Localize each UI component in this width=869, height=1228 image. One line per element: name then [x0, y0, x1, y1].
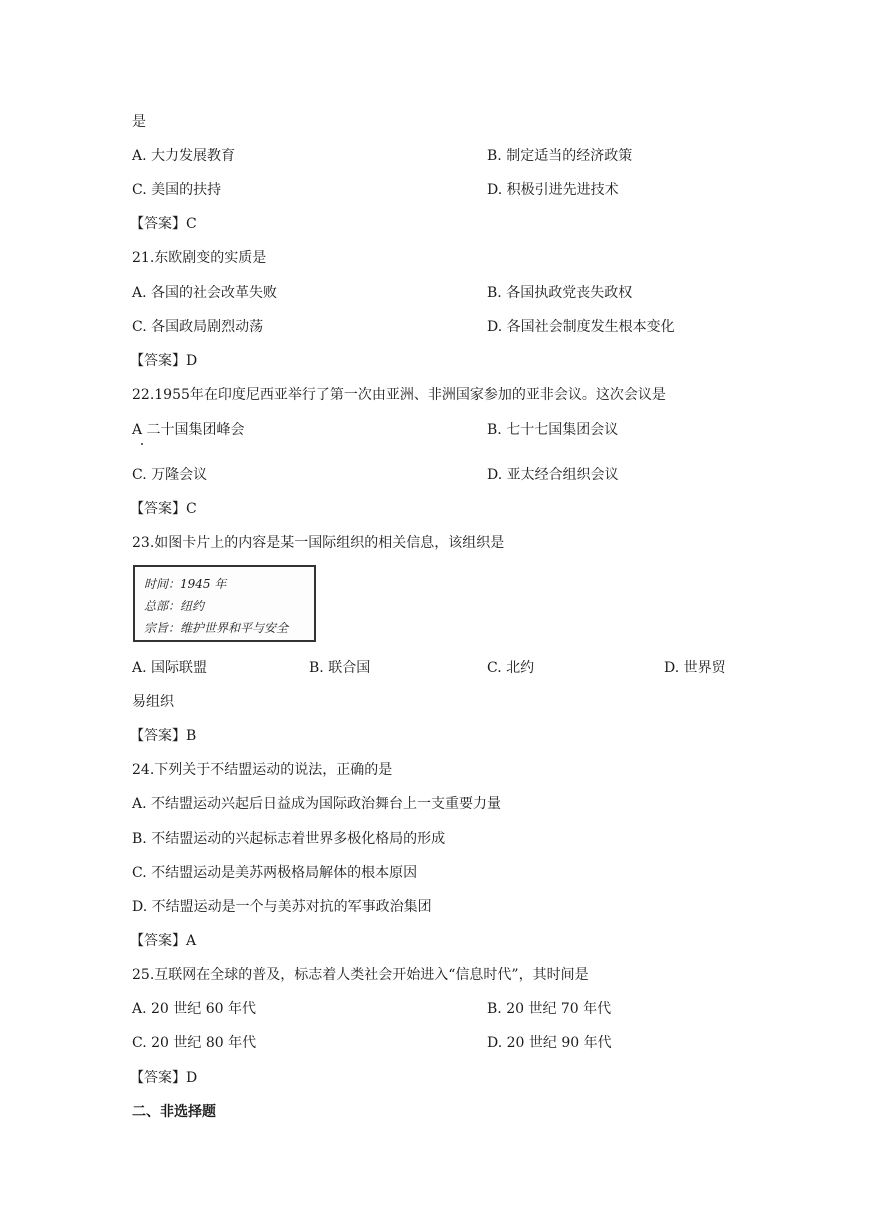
q22-option-c: C. 万隆会议: [132, 467, 208, 483]
q23-answer: 【答案】B: [130, 728, 197, 744]
q22-option-a-dot: [141, 443, 143, 445]
q21-option-c: C. 各国政局剧烈动荡: [132, 319, 264, 335]
q21-answer: 【答案】D: [130, 353, 198, 369]
q23-stem: 23.如图卡片上的内容是某一国际组织的相关信息，该组织是: [132, 535, 505, 551]
q22-stem: 22.1955年在印度尼西亚举行了第一次由亚洲、非洲国家参加的亚非会议。这次会议是: [132, 387, 666, 403]
card-line-hq: 总部：纽约: [144, 599, 205, 613]
q22-option-d: D. 亚太经合组织会议: [487, 467, 619, 483]
q22-option-a: A 二十国集团峰会: [132, 422, 245, 438]
q20-option-b: B. 制定适当的经济政策: [487, 148, 633, 164]
q24-option-a: A. 不结盟运动兴起后日益成为国际政治舞台上一支重要力量: [132, 796, 502, 812]
q24-stem: 24.下列关于不结盟运动的说法，正确的是: [132, 762, 393, 778]
q24-option-c: C. 不结盟运动是美苏两极格局解体的根本原因: [132, 865, 418, 881]
q23-option-a: A. 国际联盟: [132, 660, 208, 676]
q20-answer: 【答案】C: [130, 216, 197, 232]
q25-answer: 【答案】D: [130, 1070, 198, 1086]
q20-option-a: A. 大力发展教育: [132, 148, 236, 164]
card-line-time: 时间：1945 年: [144, 577, 227, 591]
q21-option-b: B. 各国执政党丧失政权: [487, 285, 633, 301]
q20-option-c: C. 美国的扶持: [132, 182, 222, 198]
q25-option-b: B. 20 世纪 70 年代: [487, 1001, 612, 1017]
card-line-purpose: 宗旨：维护世界和平与安全: [144, 621, 289, 635]
q22-option-b: B. 七十七国集团会议: [487, 422, 619, 438]
q24-option-d: D. 不结盟运动是一个与美苏对抗的军事政治集团: [132, 899, 432, 915]
q22-answer: 【答案】C: [130, 501, 197, 517]
q25-option-a: A. 20 世纪 60 年代: [132, 1001, 256, 1017]
q25-option-d: D. 20 世纪 90 年代: [487, 1035, 612, 1051]
q24-answer: 【答案】A: [130, 933, 197, 949]
q21-option-d: D. 各国社会制度发生根本变化: [487, 319, 675, 335]
q20-stem-cont: 是: [132, 114, 146, 130]
q23-info-card: [133, 565, 316, 642]
q21-option-a: A. 各国的社会改革失败: [132, 285, 278, 301]
q23-option-d: D. 世界贸: [664, 660, 726, 676]
q24-option-b: B. 不结盟运动的兴起标志着世界多极化格局的形成: [132, 831, 446, 847]
section-heading: 二、非选择题: [132, 1104, 216, 1120]
q23-option-b: B. 联合国: [309, 660, 371, 676]
q23-option-d-wrap: 易组织: [132, 694, 174, 710]
q23-option-c: C. 北约: [487, 660, 535, 676]
q25-option-c: C. 20 世纪 80 年代: [132, 1035, 257, 1051]
q25-stem: 25.互联网在全球的普及，标志着人类社会开始进入“信息时代”，其时间是: [132, 967, 589, 983]
q20-option-d: D. 积极引进先进技术: [487, 182, 619, 198]
q21-stem: 21.东欧剧变的实质是: [132, 250, 267, 266]
